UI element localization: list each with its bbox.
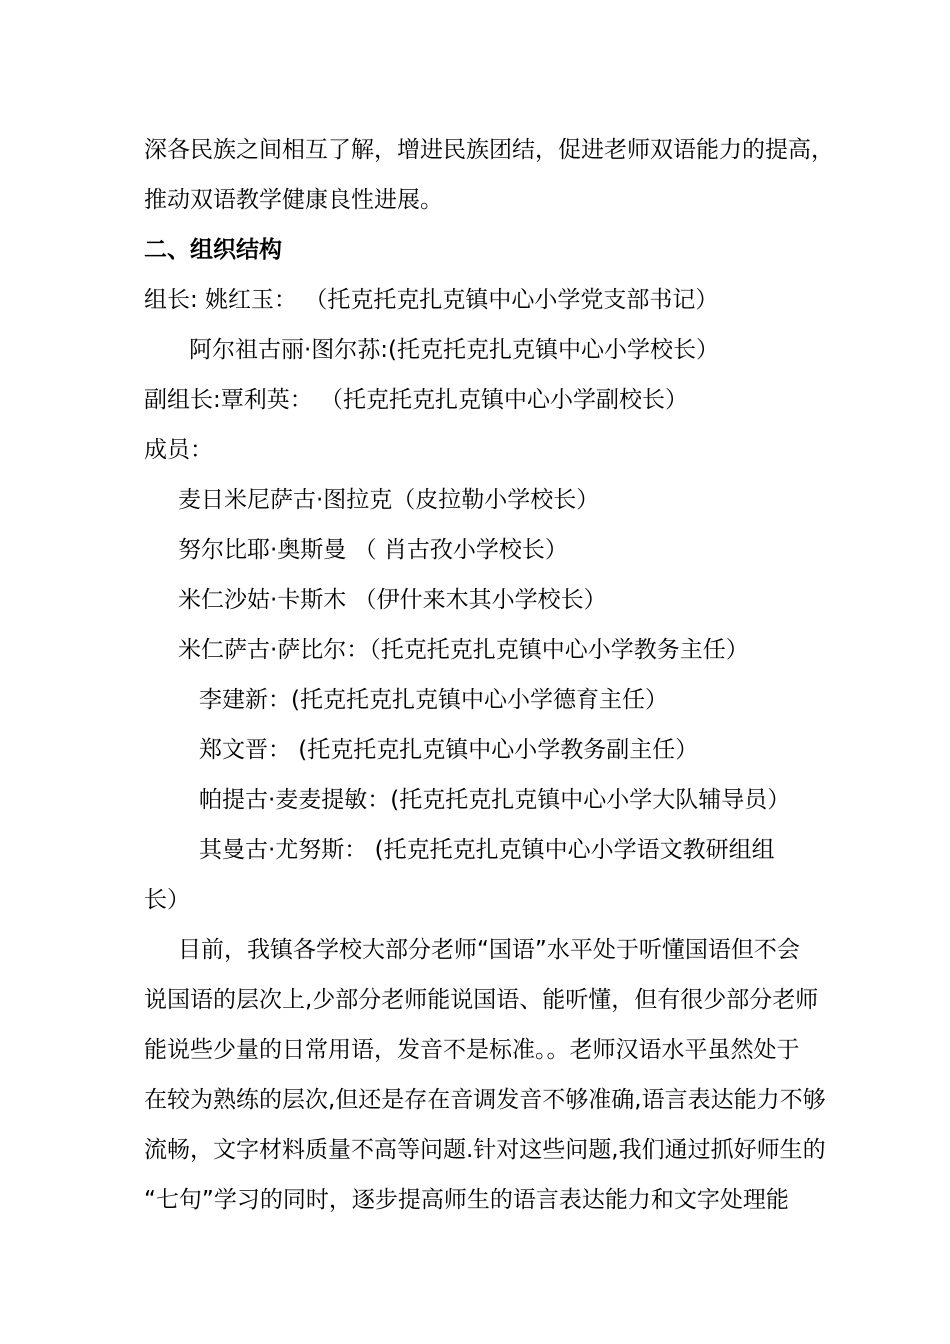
- intro-line-2: 推动双语教学健康良性进展。: [144, 187, 443, 213]
- paragraph-line: 在较为熟练的层次,但还是存在音调发音不够准确,语言表达能力不够: [144, 1087, 826, 1113]
- member-line-continuation: 长）: [144, 887, 190, 913]
- paragraph-line: 说国语的层次上,少部分老师能说国语、能听懂，但有很少部分老师: [144, 987, 819, 1013]
- paragraph-line: “七句”学习的同时，逐步提高师生的语言表达能力和文字处理能: [144, 1187, 789, 1213]
- member-line: 郑文晋： (托克托克扎克镇中心小学教务副主任）: [199, 737, 699, 763]
- leader-line-2: 阿尔祖古丽·图尔荪:(托克托克扎克镇中心小学校长）: [189, 337, 720, 363]
- member-line: 米仁萨古·萨比尔：（托克托克扎克镇中心小学教务主任）: [178, 637, 749, 663]
- member-line: 麦日米尼萨古·图拉克（皮拉勒小学校长）: [178, 487, 600, 513]
- deputy-leader-line: 副组长:覃利英： （托克托克扎克镇中心小学副校长）: [144, 387, 689, 413]
- member-line: 努尔比耶·奥斯曼 （ 肖古孜小学校长）: [178, 537, 568, 563]
- member-line: 其曼古·尤努斯： (托克托克扎克镇中心小学语文教研组组: [199, 837, 775, 863]
- member-line: 米仁沙姑·卡斯木 （伊什来木其小学校长）: [178, 587, 607, 613]
- leader-line: 组长: 姚红玉： （托克托克扎克镇中心小学党支部书记）: [144, 287, 719, 313]
- members-label: 成员：: [144, 437, 213, 463]
- member-line: 帕提古·麦麦提敏：(托克托克扎克镇中心小学大队辅导员）: [199, 787, 791, 813]
- section-heading: 二、组织结构: [144, 237, 282, 263]
- paragraph-line: 目前，我镇各学校大部分老师“国语”水平处于听懂国语但不会: [178, 937, 800, 963]
- member-line: 李建新：(托克托克扎克镇中心小学德育主任）: [199, 687, 668, 713]
- intro-line-1: 深各民族之间相互了解，增进民族团结，促进老师双语能力的提高，: [144, 137, 834, 163]
- paragraph-line: 能说些少量的日常用语，发音不是标准。。老师汉语水平虽然处于: [144, 1037, 800, 1063]
- paragraph-line: 流畅，文字材料质量不高等问题.针对这些问题,我们通过抓好师生的: [144, 1137, 826, 1163]
